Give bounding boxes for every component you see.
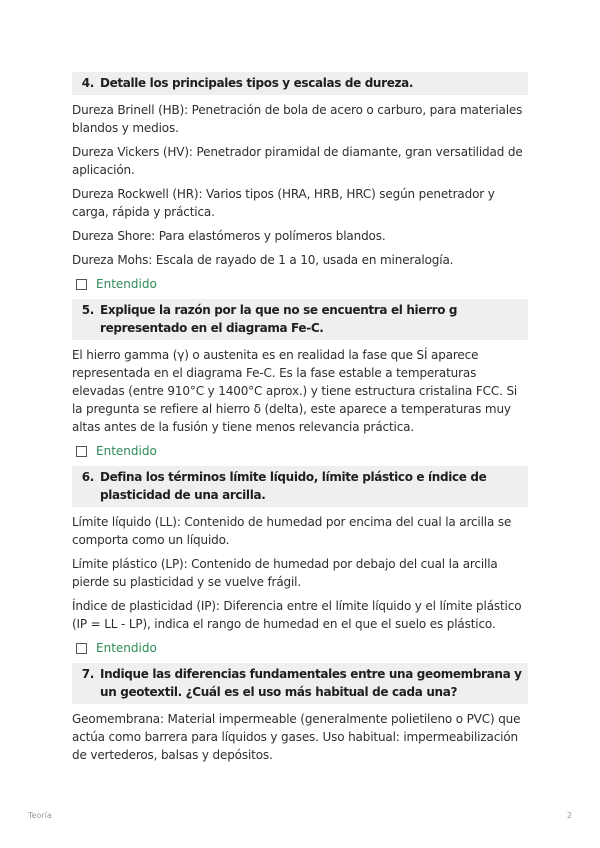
question-title: Defina los términos límite líquido, límite plástico e índice de plasticidad de una arcilla. — [100, 470, 487, 502]
document-page — [72, 72, 528, 770]
question-heading — [72, 299, 528, 340]
question-title: Detalle los principales tipos y escalas de dureza. — [100, 76, 414, 90]
answer-paragraph: Índice de plasticidad (IP): Diferencia entre el límite líquido y el límite plástico (IP = LL - LP), indica el rango de humedad en el que el suelo es plástico. — [72, 599, 522, 631]
checkbox-icon[interactable] — [76, 643, 87, 654]
question-block — [72, 72, 528, 293]
checkbox-label: Entendido — [96, 277, 157, 291]
question-block — [72, 299, 528, 460]
question-title: Explique la razón por la que no se encuentra el hierro g representado en el diagrama Fe-C. — [100, 303, 458, 335]
question-number: 6. — [81, 470, 94, 484]
checkbox-label: Entendido — [96, 641, 157, 655]
question-heading — [72, 72, 528, 95]
question-number: 5. — [81, 303, 94, 317]
question-heading — [72, 466, 528, 507]
answer-paragraph: Dureza Rockwell (HR): Varios tipos (HRA, HRB, HRC) según penetrador y carga, rápida y práctica. — [72, 187, 495, 219]
question-number: 7. — [81, 667, 94, 681]
answer-paragraph: El hierro gamma (γ) o austenita es en realidad la fase que SÍ aparece representada en el diagrama Fe-C. Es la fase estable a temperaturas elevadas (entre 910°C y 1400°C aprox.) y tiene estructura cristalina FCC. Si la pregunta se refiere al hierro δ (delta), este aparece a temperaturas muy altas antes de la fusión y tiene menos relevancia práctica. — [72, 348, 518, 434]
checkbox-icon[interactable] — [76, 279, 87, 290]
checkbox-icon[interactable] — [76, 446, 87, 457]
answer-paragraph: Dureza Vickers (HV): Penetrador piramidal de diamante, gran versatilidad de aplicación. — [72, 145, 523, 177]
answer-paragraph: Dureza Shore: Para elastómeros y polímeros blandos. — [72, 229, 386, 243]
footer-section-label: Teoría — [28, 811, 52, 820]
answer-paragraph: Dureza Brinell (HB): Penetración de bola de acero o carburo, para materiales blandos y medios. — [72, 103, 523, 135]
answer-paragraph: Límite plástico (LP): Contenido de humedad por debajo del cual la arcilla pierde su plasticidad y se vuelve frágil. — [72, 557, 498, 589]
understood-checkbox[interactable] — [72, 442, 528, 460]
understood-checkbox[interactable] — [72, 639, 528, 657]
question-block — [72, 466, 528, 657]
question-title: Indique las diferencias fundamentales entre una geomembrana y un geotextil. ¿Cuál es el uso más habitual de cada una? — [100, 667, 522, 699]
question-number: 4. — [81, 76, 94, 90]
question-block — [72, 663, 528, 764]
answer-paragraph: Dureza Mohs: Escala de rayado de 1 a 10, usada en mineralogía. — [72, 253, 454, 267]
footer-page-number: 2 — [566, 811, 572, 820]
understood-checkbox[interactable] — [72, 275, 528, 293]
checkbox-label: Entendido — [96, 444, 157, 458]
answer-paragraph: Geomembrana: Material impermeable (generalmente polietileno o PVC) que actúa como barrera para líquidos y gases. Uso habitual: impermeabilización de vertederos, balsas y depósitos. — [72, 712, 521, 762]
question-heading — [72, 663, 528, 704]
answer-paragraph: Límite líquido (LL): Contenido de humedad por encima del cual la arcilla se comporta como un líquido. — [72, 515, 512, 547]
